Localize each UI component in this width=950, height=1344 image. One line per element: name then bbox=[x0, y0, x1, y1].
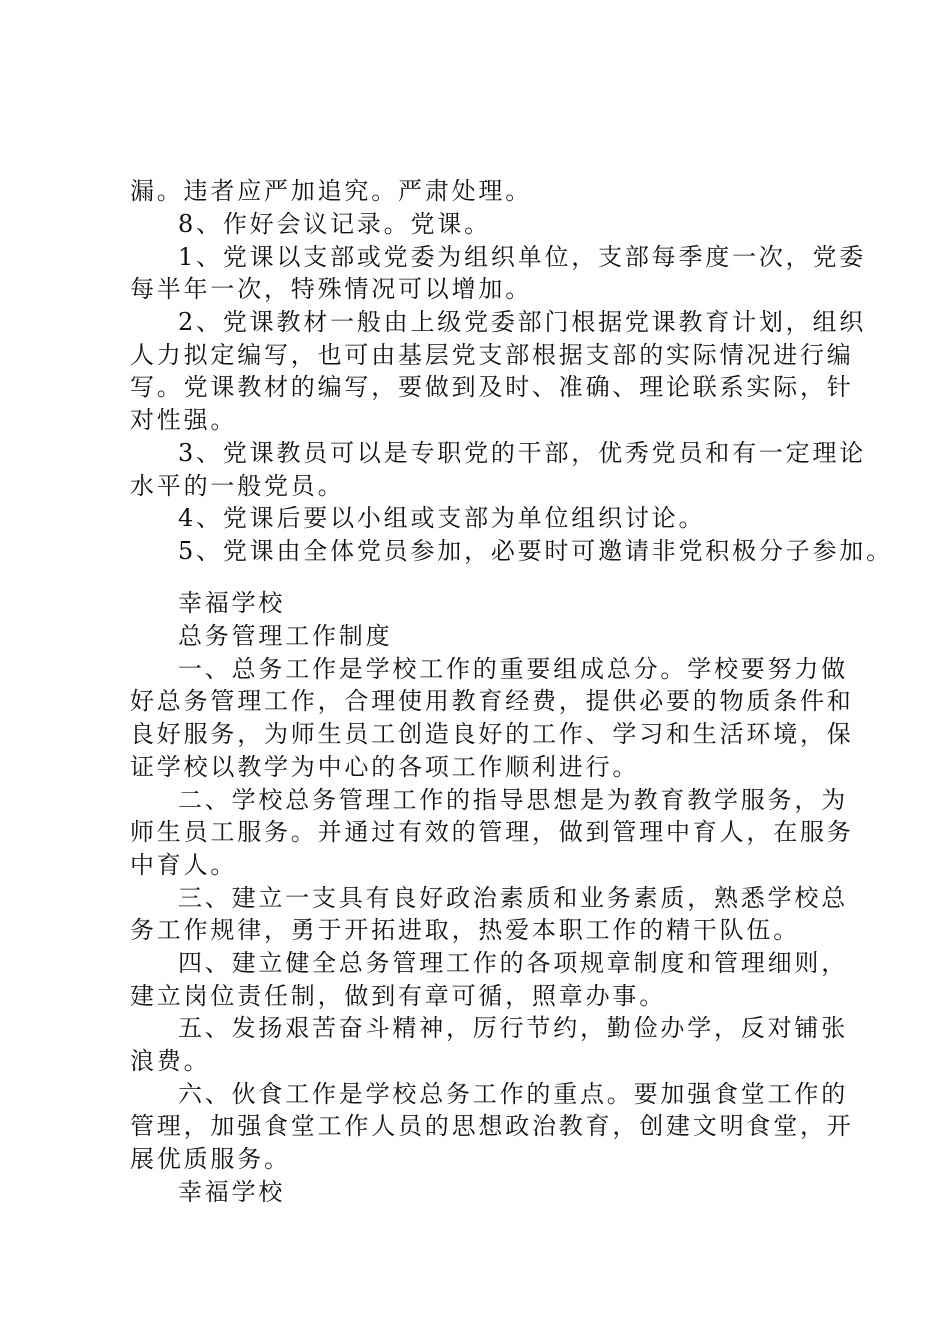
text-line: 师生员工服务。并通过有效的管理，做到管理中育人，在服务 bbox=[130, 818, 854, 846]
text-line: 中育人。 bbox=[130, 851, 238, 879]
text-line: 三、建立一支具有良好政治素质和业务素质，熟悉学校总 bbox=[178, 884, 848, 912]
text-line: 水平的一般党员。 bbox=[130, 472, 345, 500]
text-line: 展优质服务。 bbox=[130, 1145, 291, 1173]
text-line: 4、党课后要以小组或支部为单位组织讨论。 bbox=[178, 504, 706, 532]
text-line: 一、总务工作是学校工作的重要组成总分。学校要努力做 bbox=[178, 655, 848, 683]
text-line: 证学校以教学为中心的各项工作顺利进行。 bbox=[130, 753, 640, 781]
text-line: 8、作好会议记录。党课。 bbox=[178, 210, 491, 238]
text-line: 务工作规律，勇于开拓进取，热爱本职工作的精干队伍。 bbox=[130, 916, 800, 944]
text-line: 良好服务，为师生员工创造良好的工作、学习和生活环境，保 bbox=[130, 720, 854, 748]
text-line: 漏。违者应严加追究。严肃处理。 bbox=[130, 177, 532, 205]
text-line: 六、伙食工作是学校总务工作的重点。要加强食堂工作的 bbox=[178, 1080, 848, 1108]
school-name: 幸福学校 bbox=[178, 589, 286, 617]
text-line: 五、发扬艰苦奋斗精神，厉行节约，勤俭办学，反对铺张 bbox=[178, 1014, 848, 1042]
text-line: 浪费。 bbox=[130, 1047, 211, 1075]
text-line: 好总务管理工作，合理使用教育经费，提供必要的物质条件和 bbox=[130, 687, 854, 715]
school-name: 幸福学校 bbox=[178, 1178, 286, 1206]
text-line: 对性强。 bbox=[130, 406, 238, 434]
text-line: 二、学校总务管理工作的指导思想是为教育教学服务，为 bbox=[178, 786, 848, 814]
text-line: 每半年一次，特殊情况可以增加。 bbox=[130, 275, 532, 303]
text-line: 5、党课由全体党员参加，必要时可邀请非党积极分子参加。 bbox=[178, 537, 893, 565]
text-line: 2、党课教材一般由上级党委部门根据党课教育计划，组织 bbox=[178, 308, 867, 336]
text-line: 管理，加强食堂工作人员的思想政治教育，创建文明食堂，开 bbox=[130, 1112, 854, 1140]
text-line: 3、党课教员可以是专职党的干部，优秀党员和有一定理论 bbox=[178, 439, 867, 467]
section-title: 总务管理工作制度 bbox=[178, 622, 393, 650]
text-line: 建立岗位责任制，做到有章可循，照章办事。 bbox=[130, 982, 666, 1010]
text-line: 人力拟定编写，也可由基层党支部根据支部的实际情况进行编 bbox=[130, 341, 854, 369]
text-line: 写。党课教材的编写，要做到及时、准确、理论联系实际，针 bbox=[130, 373, 854, 401]
text-line: 1、党课以支部或党委为组织单位，支部每季度一次，党委 bbox=[178, 243, 867, 271]
text-line: 四、建立健全总务管理工作的各项规章制度和管理细则， bbox=[178, 949, 848, 977]
